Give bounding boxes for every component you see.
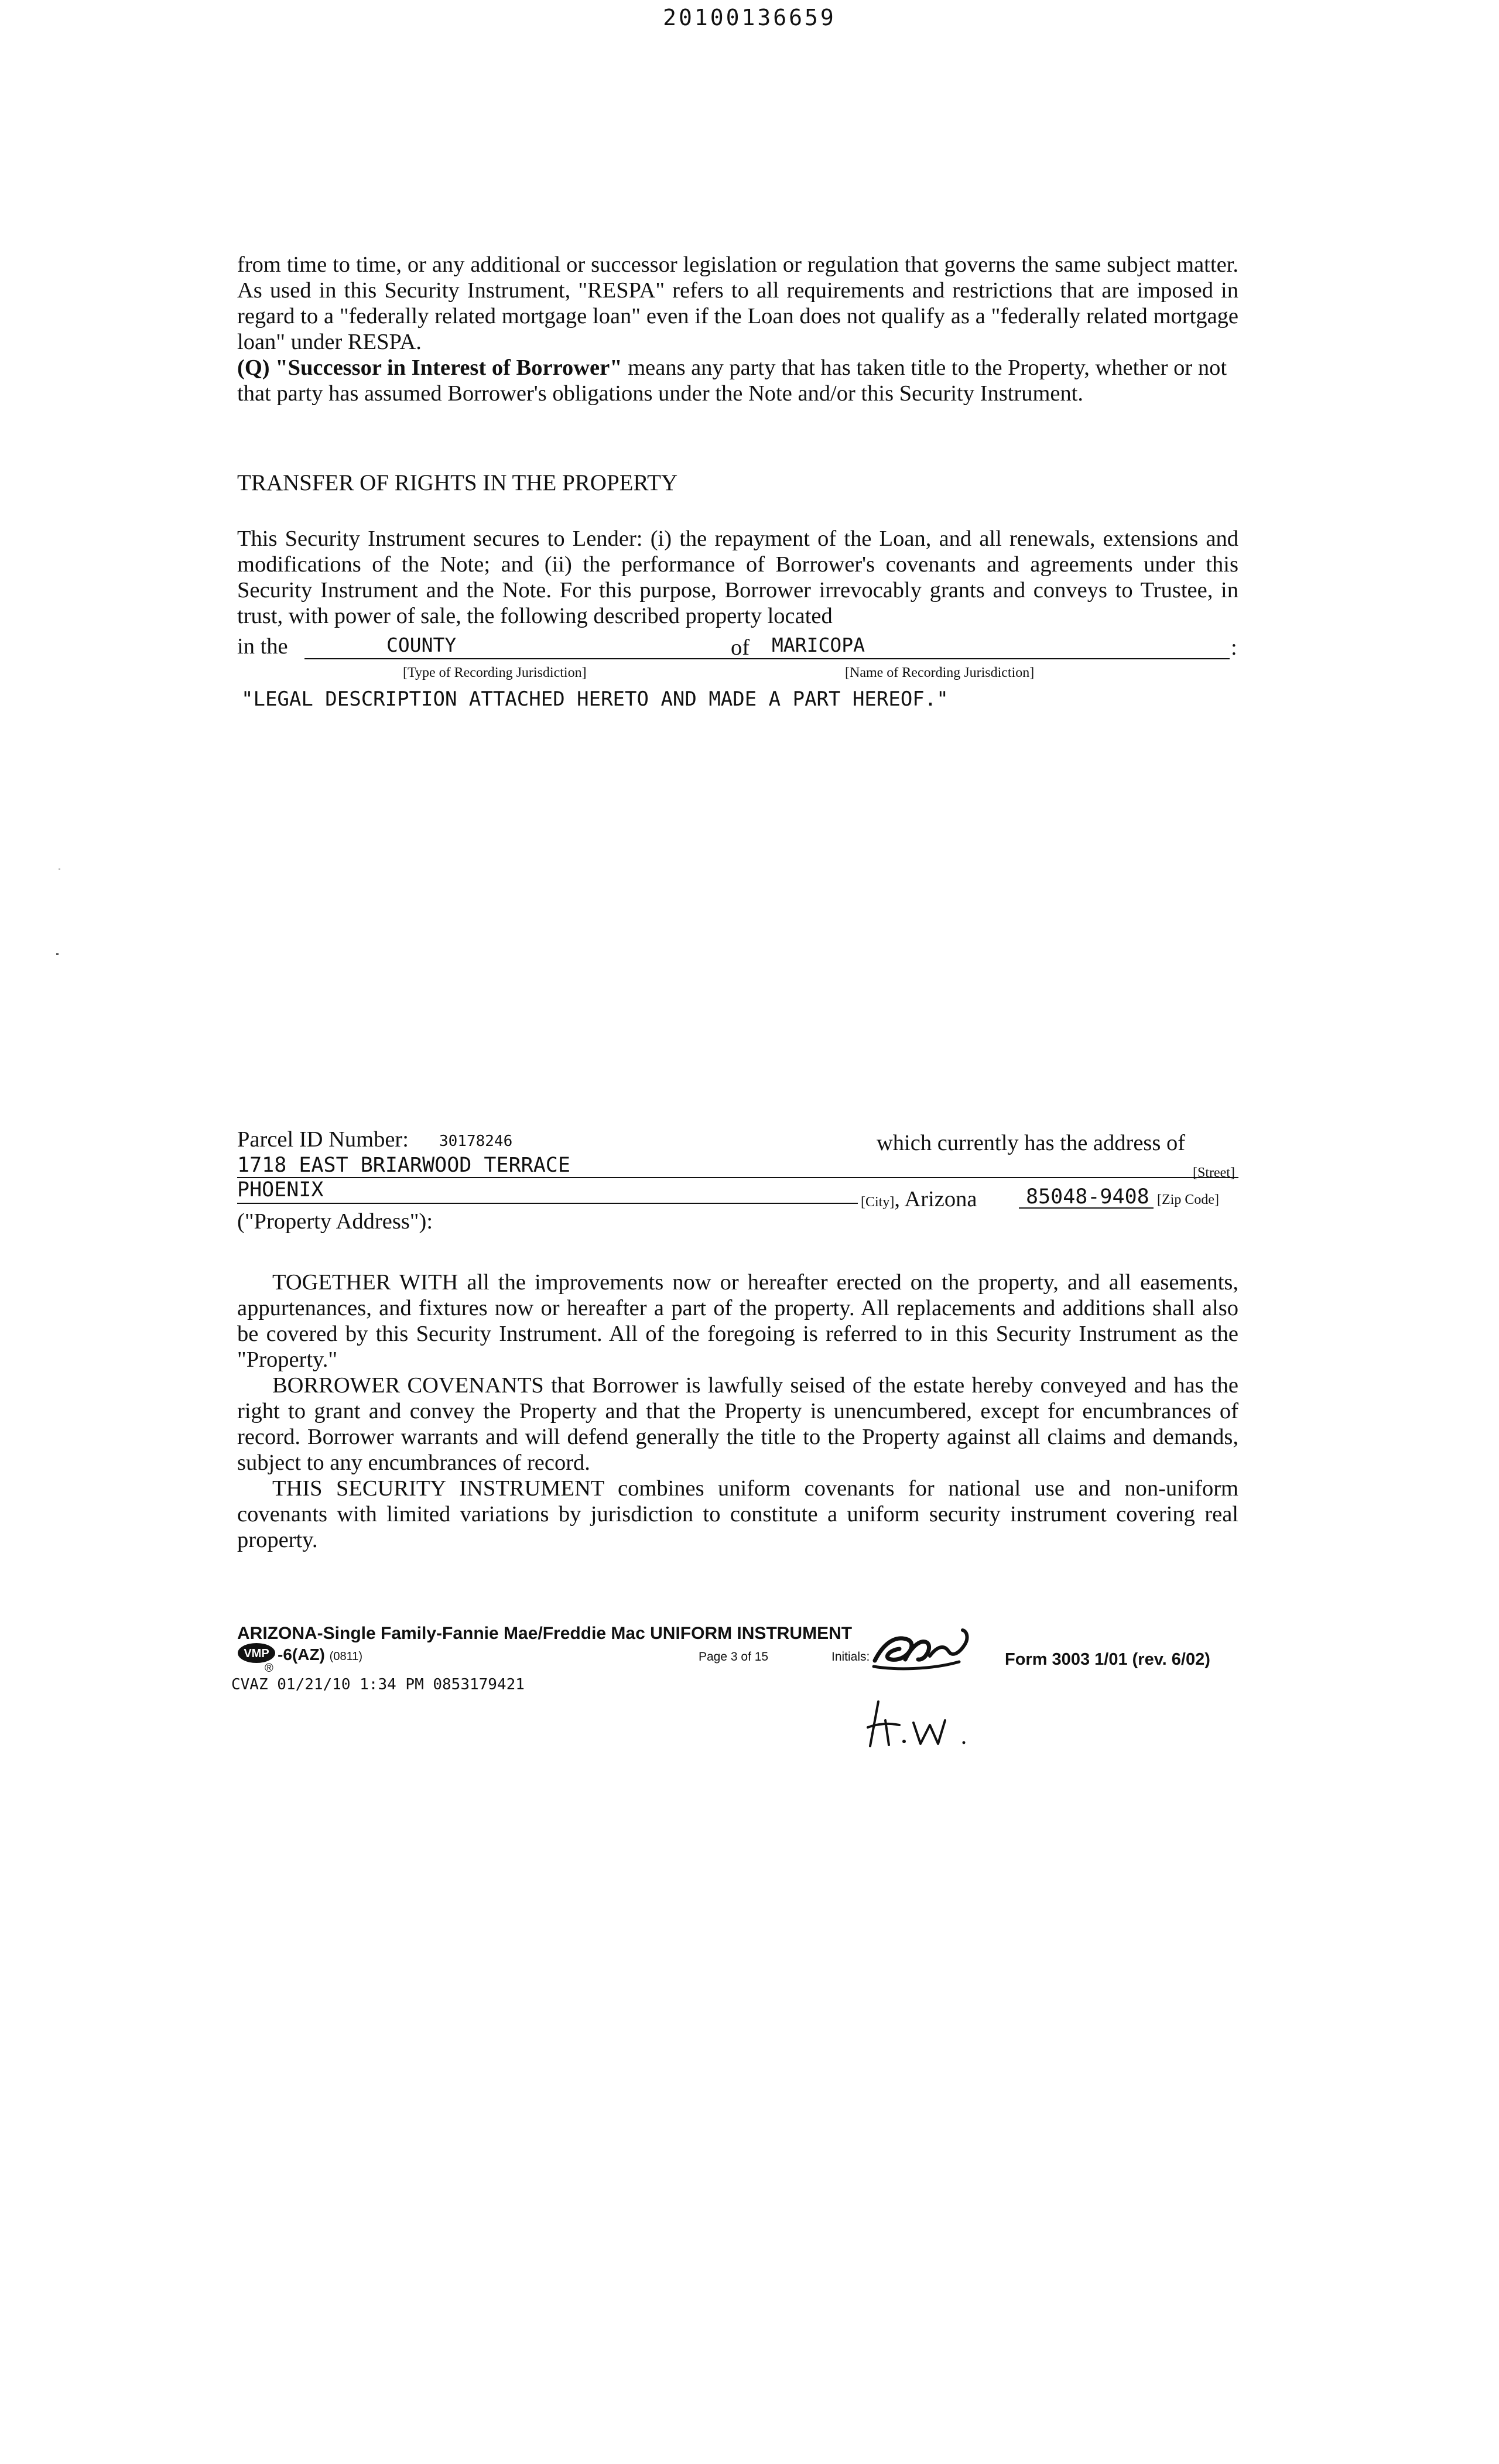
jurisdiction-name-caption: [Name of Recording Jurisdiction] (845, 665, 1035, 680)
zip-underline (1019, 1207, 1154, 1209)
initials-signature (871, 1627, 971, 1674)
respa-paragraph-block (237, 252, 1238, 406)
print-stamp: CVAZ 01/21/10 1:34 PM 0853179421 (231, 1676, 525, 1693)
section-heading-transfer-of-rights: TRANSFER OF RIGHTS IN THE PROPERTY (237, 470, 678, 495)
footer-title-text: -Single Family-Fannie Mae/Freddie Mac UNIFORM INSTRUMENT (317, 1624, 853, 1643)
jurisdiction-end-punctuation: : (1231, 635, 1237, 660)
jurisdiction-underline (304, 658, 1230, 659)
form-footer-title (237, 1624, 852, 1644)
vmp-logo-text: VMP (244, 1647, 269, 1660)
handwritten-initials-aw (865, 1697, 983, 1750)
city-underline (237, 1203, 858, 1204)
footer-title-state: ARIZONA (237, 1624, 317, 1643)
recording-jurisdiction-type-value: COUNTY (386, 634, 457, 656)
city-caption: [City] (861, 1195, 895, 1210)
covenant-paragraphs (237, 1269, 1238, 1553)
vmp-logo (237, 1642, 276, 1664)
jurisdiction-type-caption: [Type of Recording Jurisdiction] (403, 665, 587, 680)
street-address-value: 1718 EAST BRIARWOOD TERRACE (237, 1154, 570, 1177)
parcel-id-value: 30178246 (439, 1132, 513, 1150)
successor-term: (Q) "Successor in Interest of Borrower" (237, 355, 622, 380)
transfer-paragraph-text: This Security Instrument secures to Lender: (i) the repayment of the Loan, and all renewals, extensions and modifications of the Note; and (ii) the performance of Borrower's covenants and agreements under this Security Instrument and the Note. For this purpose, Borrower irrevocably grants and conveys to Trustee, in trust, with power of sale, the following described property located (237, 526, 1238, 628)
form-code-main: -6(AZ) (278, 1645, 325, 1664)
page-indicator: Page 3 of 15 (699, 1650, 769, 1664)
successor-in-interest-definition (237, 355, 1238, 406)
address-intro-text: which currently has the address of (877, 1131, 1186, 1155)
city-value: PHOENIX (237, 1178, 324, 1202)
transfer-paragraph (237, 526, 1238, 629)
in-the-label: in the (237, 634, 288, 659)
scan-speck (59, 868, 60, 870)
of-label: of (731, 635, 750, 660)
borrower-covenants-paragraph: BORROWER COVENANTS that Borrower is lawfully seised of the estate hereby conveyed and has the right to grant and convey the Property and that the Property is unencumbered, except for encumbrances of record. Borrower warrants and will defend generally the title to the Property against all claims and demands, subject to any encumbrances of record. (237, 1373, 1238, 1475)
zip-code-value: 85048-9408 (1026, 1185, 1149, 1209)
respa-definition-continued: from time to time, or any additional or successor legislation or regulation that governs the same subject matter. As used in this Security Instrument, "RESPA" refers to all requirements and restrictions that are imposed in regard to a "federally related mortgage loan" even if the Loan does not qualify as a "federally related mortgage loan" under RESPA. (237, 252, 1238, 354)
street-caption: [Street] (1193, 1165, 1235, 1180)
security-instrument-paragraph: THIS SECURITY INSTRUMENT combines uniform covenants for national use and non-uniform covenants with limited variations by jurisdiction to constitute a uniform security instrument covering real property. (237, 1476, 1238, 1552)
form-code-revision: (0811) (329, 1650, 362, 1663)
property-address-label: ("Property Address"): (237, 1209, 433, 1234)
scan-speck (56, 953, 59, 955)
form-number: Form 3003 1/01 (rev. 6/02) (1005, 1650, 1210, 1669)
legal-description-notice: "LEGAL DESCRIPTION ATTACHED HERETO AND MADE A PART HEREOF." (241, 687, 949, 711)
street-underline (237, 1177, 1238, 1178)
zip-code-caption: [Zip Code] (1157, 1192, 1219, 1207)
form-code (278, 1645, 362, 1664)
recording-jurisdiction-name-value: MARICOPA (772, 634, 865, 656)
registered-mark: ® (265, 1662, 273, 1675)
successor-definition-text: means any party that has taken title to the Property, whether or not that party has assumed Borrower's obligations under the Note and/or this Security Instrument. (237, 355, 1227, 406)
city-state-group (861, 1186, 977, 1212)
parcel-id-label: Parcel ID Number: (237, 1127, 409, 1152)
state-text: , Arizona (894, 1187, 977, 1212)
document-number: 20100136659 (663, 5, 836, 30)
initials-label: Initials: (831, 1650, 870, 1664)
together-with-paragraph: TOGETHER WITH all the improvements now or hereafter erected on the property, and all easements, appurtenances, and fixtures now or hereafter a part of the property. All replacements and additions shall also be covered by this Security Instrument. All of the foregoing is referred to in this Security Instrument as the "Property." (237, 1270, 1238, 1372)
